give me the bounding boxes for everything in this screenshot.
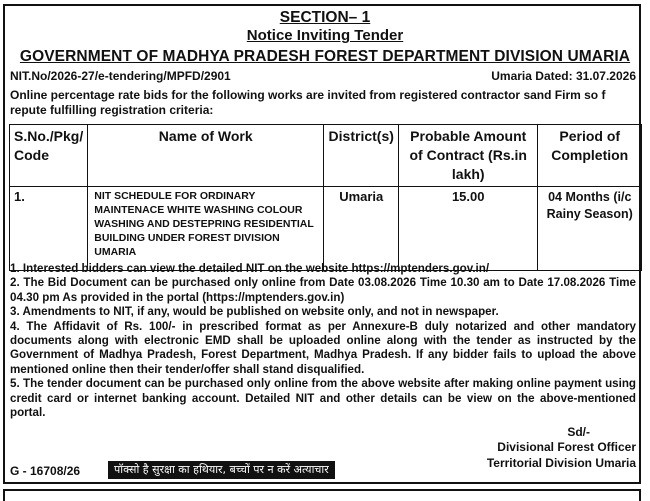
officer-division: Territorial Division Umaria xyxy=(486,456,636,470)
note-item: 5. The tender document can be purchased only online from the above website after making online payment using credit card or internet banking account. Detailed NIT and other details can be view on the above-mentioned portal. xyxy=(10,377,636,420)
note-item: 1. Interested bidders can view the detailed NIT on the website https://mptenders.gov.in/ xyxy=(10,262,490,275)
intro-text: Online percentage rate bids for the following works are invited from registered contractor sand Firm so f repute fulfilling registration criteria: xyxy=(10,88,606,117)
officer-title: Divisional Forest Officer xyxy=(497,440,636,454)
col-header-sno: S.No./Pkg/ Code xyxy=(10,125,88,187)
row-amount: 15.00 xyxy=(399,187,538,271)
table-header-row xyxy=(10,125,642,187)
next-notice-frame xyxy=(3,489,641,501)
slogan-banner: पॉक्सो है सुरक्षा का हथियार, बच्चों पर न करें अत्याचार xyxy=(108,461,335,479)
government-heading: GOVERNMENT OF MADHYA PRADESH FOREST DEPARTMENT DIVISION UMARIA xyxy=(19,48,631,65)
notice-date: Umaria Dated: 31.07.2026 xyxy=(491,69,636,83)
row-district: Umaria xyxy=(324,187,399,271)
note-item: 4. The Affidavit of Rs. 100/- in prescribed format as per Annexure-B duly notarized and other mandatory documents along with electronic EMD shall be uploaded online along with the tender as instructed by the Government of Madhya Pradesh, Forest Department, Madhya Pradesh. If any bidder fails to upload the above mentioned online then their tender/offer shall stand disqualified. xyxy=(10,319,636,376)
works-table xyxy=(9,124,642,271)
note-item: 2. The Bid Document can be purchased only online from Date 03.08.2026 Time 10.30 am to Date 17.08.2026 Time 04.30 pm As provided in the portal (https://mptenders.gov.in) xyxy=(10,276,636,304)
signature-mark: Sd/- xyxy=(567,425,590,439)
col-header-amount: Probable Amount of Contract (Rs.in lakh) xyxy=(399,125,538,187)
col-header-work: Name of Work xyxy=(88,125,324,187)
note-item: 3. Amendments to NIT, if any, would be published on website only, and not in newspaper. xyxy=(10,305,499,319)
table-row xyxy=(10,187,642,271)
col-header-district: District(s) xyxy=(324,125,399,187)
reference-number: G - 16708/26 xyxy=(10,464,81,478)
notice-heading: Notice Inviting Tender xyxy=(246,27,404,44)
col-header-period: Period of Completion xyxy=(538,125,642,187)
row-period: 04 Months (i/c Rainy Season) xyxy=(538,187,642,271)
row-work: NIT SCHEDULE FOR ORDINARY MAINTENACE WHITE WASHING COLOUR WASHING AND DESTEPRING RESIDENTIAL BUILDING UNDER FOREST DIVISION UMARIA xyxy=(88,187,324,271)
notes-section xyxy=(10,262,636,420)
section-heading: SECTION– 1 xyxy=(279,9,371,26)
row-sno: 1. xyxy=(10,187,88,271)
nit-number: NIT.No/2026-27/e-tendering/MPFD/2901 xyxy=(10,69,231,83)
